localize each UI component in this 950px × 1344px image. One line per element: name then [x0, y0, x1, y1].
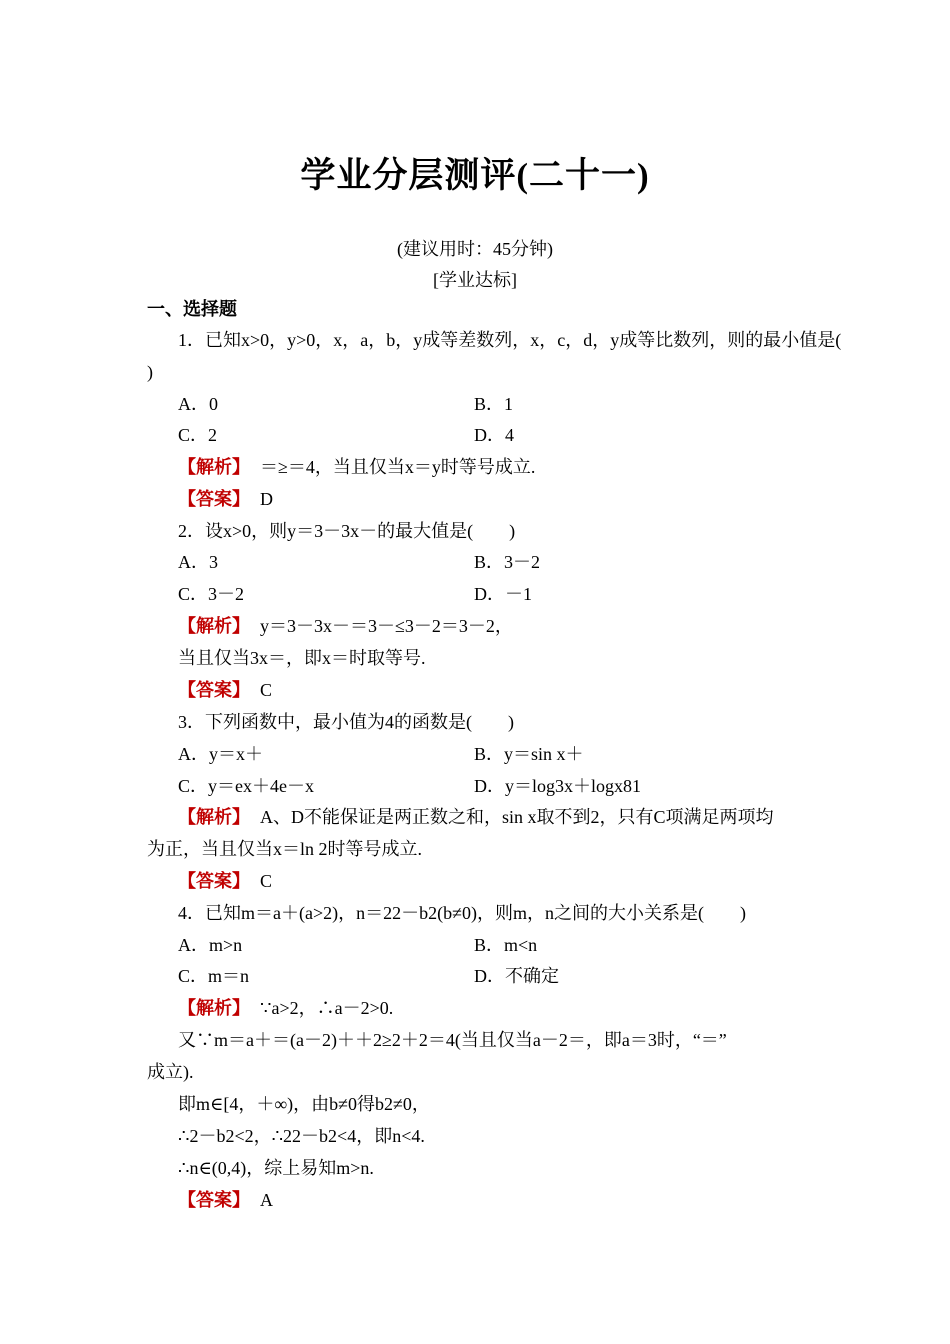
analysis-label: 【解析】	[178, 807, 250, 827]
q3-option-c: C．y＝ex＋4e－x	[178, 776, 314, 796]
q4-analysis-line6: ∴n∈(0,4)，综上易知m>n.	[178, 1158, 374, 1178]
q3-analysis	[178, 805, 848, 829]
q4-stem: 4．已知m＝a＋(a>2)，n＝22－b2(b≠0)，则m，n之间的大小关系是( )	[178, 903, 746, 923]
q1-answer-text: D	[260, 489, 273, 509]
level-label: [学业达标]	[433, 270, 517, 290]
q3-option-a: A．y＝x＋	[178, 744, 263, 764]
answer-label: 【答案】	[178, 680, 250, 700]
q4-answer	[178, 1188, 848, 1212]
q1-answer	[178, 487, 848, 511]
q2-analysis	[178, 614, 848, 638]
q2-analysis-text: y＝3－3x－＝3－≤3－2＝3－2，	[260, 616, 513, 636]
q3-analysis-text: A、D不能保证是两正数之和，sin x取不到2，只有C项满足两项均	[260, 807, 774, 827]
q4-analysis-text: ∵a>2，∴a－2>0.	[260, 998, 394, 1018]
q4-analysis	[178, 996, 848, 1020]
q4-analysis-line3: 成立).	[147, 1062, 194, 1082]
q4-analysis-line2: 又∵m＝a＋＝(a－2)＋＋2≥2＋2＝4(当且仅当a－2＝，即a＝3时，“＝”	[178, 1030, 727, 1050]
q1-stem: 1．已知x>0，y>0，x，a，b，y成等差数列，x，c，d，y成等比数列，则的最小值是(	[178, 330, 842, 350]
q1-option-b: B．1	[474, 394, 514, 414]
q4-option-d: D．不确定	[474, 966, 559, 986]
answer-label: 【答案】	[178, 871, 250, 891]
q2-stem: 2．设x>0，则y＝3－3x－的最大值是( )	[178, 521, 516, 541]
q2-option-d: D．－1	[474, 584, 532, 604]
q3-analysis-line2: 为正，当且仅当x＝ln 2时等号成立.	[147, 839, 422, 859]
q1-analysis-text: ＝≥＝4，当且仅当x＝y时等号成立.	[260, 457, 536, 477]
q2-option-c: C．3－2	[178, 584, 245, 604]
q3-option-b: B．y＝sin x＋	[474, 744, 584, 764]
q4-analysis-line5: ∴2－b2<2，∴22－b2<4，即n<4.	[178, 1126, 425, 1146]
q2-option-a: A．3	[178, 552, 218, 572]
q4-option-a: A．m>n	[178, 935, 243, 955]
q3-answer	[178, 869, 848, 893]
q1-option-c: C．2	[178, 425, 218, 445]
q1-analysis	[178, 455, 848, 479]
q2-answer	[178, 678, 848, 702]
answer-label: 【答案】	[178, 1190, 250, 1210]
analysis-label: 【解析】	[178, 457, 250, 477]
answer-label: 【答案】	[178, 489, 250, 509]
q2-analysis-line2: 当且仅当3x＝，即x＝时取等号.	[178, 648, 426, 668]
q3-stem: 3．下列函数中，最小值为4的函数是( )	[178, 712, 514, 732]
q3-option-d: D．y＝log3x＋logx81	[474, 776, 642, 796]
q1-option-a: A．0	[178, 394, 218, 414]
q1-stem-cont: )	[147, 362, 153, 382]
q1-option-d: D．4	[474, 425, 514, 445]
time-note: (建议用时：45分钟)	[397, 239, 553, 259]
q2-answer-text: C	[260, 680, 273, 700]
section-heading: 一、选择题	[147, 299, 237, 319]
q4-option-b: B．m<n	[474, 935, 538, 955]
q4-option-c: C．m＝n	[178, 966, 250, 986]
page-title: 学业分层测评(二十一)	[300, 156, 650, 195]
q4-answer-text: A	[260, 1190, 273, 1210]
analysis-label: 【解析】	[178, 998, 250, 1018]
analysis-label: 【解析】	[178, 616, 250, 636]
q4-analysis-line4: 即m∈[4，＋∞)，由b≠0得b2≠0，	[178, 1094, 430, 1114]
q2-option-b: B．3－2	[474, 552, 541, 572]
q3-answer-text: C	[260, 871, 273, 891]
